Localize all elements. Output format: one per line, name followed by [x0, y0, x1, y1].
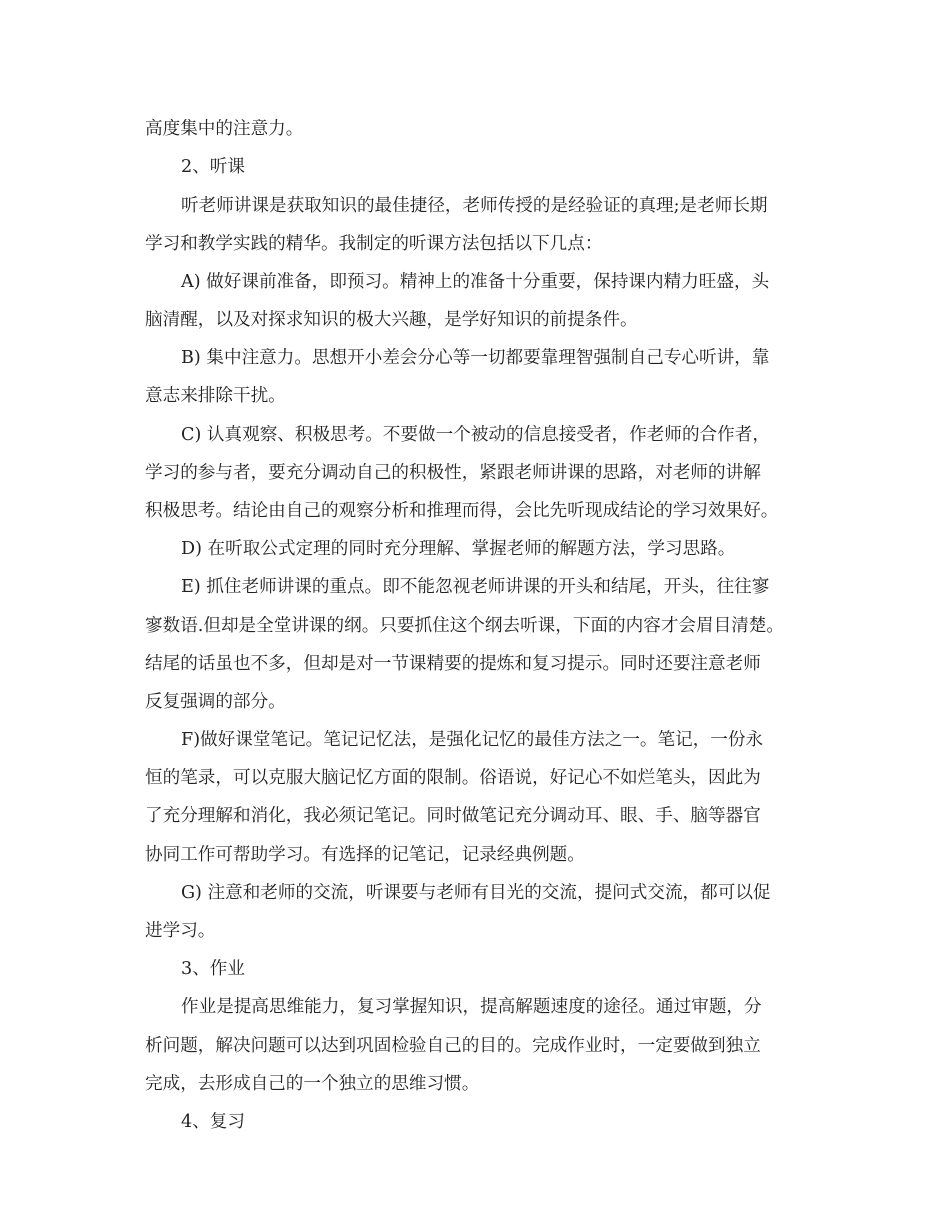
- list-item-line: 恒的笔录，可以克服大脑记忆方面的限制。俗语说，好记心不如烂笔头，因此为: [145, 768, 761, 788]
- section-heading: 2、听课: [181, 157, 245, 177]
- list-item-line: 了充分理解和消化，我必须记笔记。同时做笔记充分调动耳、眼、手、脑等器官: [145, 806, 761, 826]
- list-item-line: 脑清醒，以及对探求知识的极大兴趣，是学好知识的前提条件。: [145, 310, 638, 330]
- paragraph-line: 听老师讲课是获取知识的最佳捷径，老师传授的是经验证的真理;是老师长期: [181, 196, 768, 216]
- list-item-line: 反复强调的部分。: [145, 692, 286, 712]
- list-item-line: 结尾的话虽也不多，但却是对一节课精要的提炼和复习提示。同时还要注意老师: [145, 654, 761, 674]
- list-item-line: A) 做好课前准备，即预习。精神上的准备十分重要，保持课内精力旺盛，头: [181, 272, 770, 292]
- list-item-line: C) 认真观察、积极思考。不要做一个被动的信息接受者，作老师的合作者，: [181, 425, 770, 445]
- list-item-line: 寥数语.但却是全堂讲课的纲。只要抓住这个纲去听课，下面的内容才会眉目清楚。: [145, 616, 784, 636]
- list-item-line: B) 集中注意力。思想开小差会分心等一切都要靠理智强制自己专心听讲，靠: [181, 348, 770, 368]
- paragraph-line: 析问题，解决问题可以达到巩固检验自己的目的。完成作业时，一定要做到独立: [145, 1036, 761, 1056]
- list-item-line: F)做好课堂笔记。笔记记忆法，是强化记忆的最佳方法之一。笔记，一份永: [181, 730, 764, 750]
- list-item-line: 意志来排除干扰。: [145, 386, 286, 406]
- paragraph-line: 学习和教学实践的精华。我制定的听课方法包括以下几点：: [145, 234, 603, 254]
- list-item-line: G) 注意和老师的交流，听课要与老师有目光的交流，提问式交流，都可以促: [181, 883, 771, 903]
- paragraph-line: 作业是提高思维能力，复习掌握知识，提高解题速度的途径。通过审题，分: [181, 997, 762, 1017]
- list-item-line: 进学习。: [145, 921, 216, 941]
- section-heading: 3、作业: [181, 959, 245, 979]
- section-heading: 4、复习: [181, 1112, 245, 1132]
- paragraph-line: 完成，去形成自己的一个独立的思维习惯。: [145, 1074, 480, 1094]
- list-item-line: D) 在听取公式定理的同时充分理解、掌握老师的解题方法，学习思路。: [181, 539, 736, 559]
- list-item-line: 协同工作可帮助学习。有选择的记笔记，记录经典例题。: [145, 845, 585, 865]
- list-item-line: E) 抓住老师讲课的重点。即不能忽视老师讲课的开头和结尾，开头，往往寥: [181, 577, 770, 597]
- list-item-line: 积极思考。结论由自己的观察分析和推理而得，会比先听现成结论的学习效果好。: [145, 501, 779, 521]
- list-item-line: 学习的参与者，要充分调动自己的积极性，紧跟老师讲课的思路，对老师的讲解: [145, 463, 761, 483]
- text-line: 高度集中的注意力。: [145, 119, 304, 139]
